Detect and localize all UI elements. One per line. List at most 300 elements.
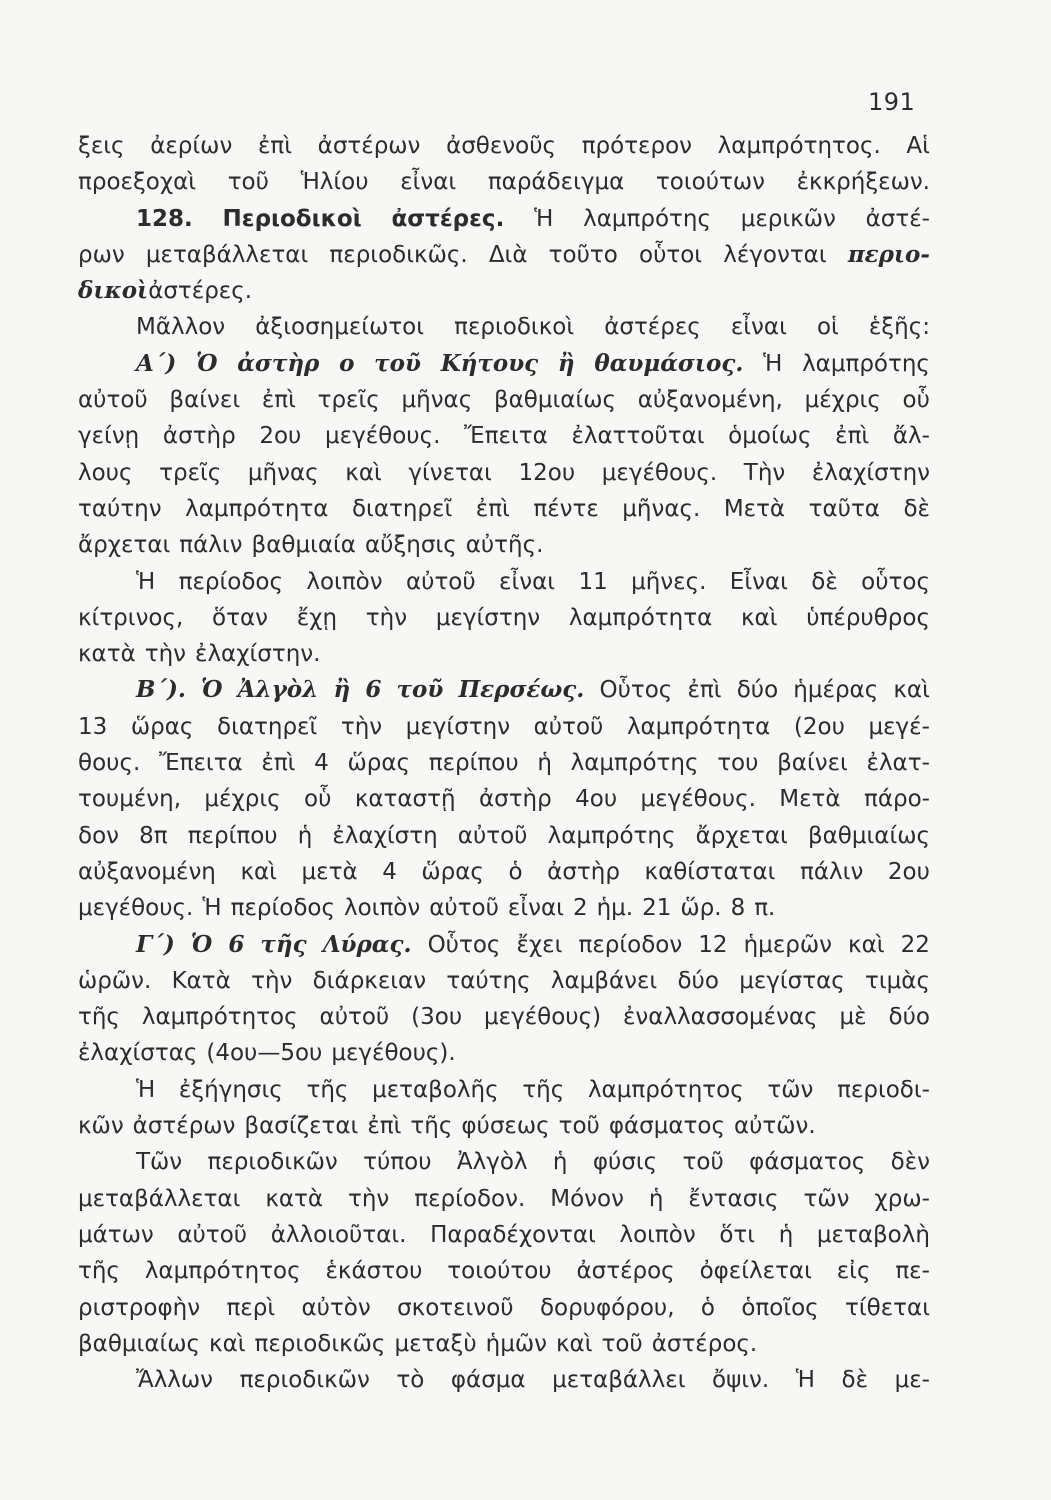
word: ταύτης (446, 967, 531, 994)
word: ἐπὶ (257, 133, 293, 159)
word: ἀστὴρ (162, 423, 236, 450)
word: ἡμερῶν (743, 931, 832, 958)
word: ἐπὶ (835, 423, 870, 450)
word: μῆνες. (631, 568, 707, 595)
word: σκοτεινοῦ (397, 1294, 514, 1321)
word: ἄρχεται (78, 532, 171, 559)
word: ὁμοίως (728, 423, 812, 450)
text-line (78, 1326, 930, 1362)
word: κίτρινος, (78, 604, 184, 631)
word: τὴν (340, 713, 383, 740)
word: πέντε (533, 495, 599, 522)
word: Οὗτος (427, 931, 501, 958)
word: μεγέθους) (484, 1004, 602, 1031)
word: ἡ (552, 1149, 568, 1176)
word: τὴν (365, 604, 408, 631)
word: ἄλ- (892, 423, 930, 450)
word: (2ου (793, 713, 845, 740)
text-line (78, 237, 930, 273)
word: μῆνας (401, 387, 473, 414)
word: εἶναι (730, 314, 787, 341)
word: καθίσταται (644, 858, 776, 885)
word: 2ου (259, 423, 302, 450)
word: αὐτοῦ (429, 895, 499, 922)
word: λαμπρότητος (144, 1258, 301, 1285)
word: ἡ (537, 750, 552, 777)
text-line (78, 1108, 930, 1144)
word: ἀσθενοῦς (446, 133, 557, 159)
word: φάσμα (450, 1367, 526, 1394)
word: τοῦ (227, 169, 269, 196)
word: λαμπρότης (547, 822, 676, 849)
word: μεταξὺ (394, 1330, 477, 1357)
word: εἶναι (499, 568, 556, 595)
word: Κατὰ (171, 967, 231, 994)
word: Εἶναι (729, 568, 788, 595)
word: ὁ (508, 858, 523, 885)
emphasized-word: περιο- (847, 240, 930, 268)
word: 21 (642, 895, 672, 922)
word: ὄψιν. (712, 1367, 770, 1394)
word: τιμὰς (865, 967, 930, 994)
word: αὐτοῦ (78, 387, 148, 414)
emphasized-word: τῆς (260, 930, 307, 958)
word: λαμπρότητος. (717, 133, 881, 159)
text-line (78, 781, 930, 817)
word: θους. (78, 750, 141, 777)
word: Ἡ (136, 568, 156, 595)
word: λαμβάνει (550, 967, 658, 994)
word: περίοδος (230, 895, 335, 922)
emphasized-word: Λύρας. (322, 930, 412, 958)
word: ἀστέρες (604, 314, 701, 341)
word: ἐλαχίστη (332, 822, 438, 849)
word: Ἔπειτα (464, 423, 548, 450)
word: ἀστέρος. (651, 1330, 758, 1357)
word: 11 (578, 568, 608, 595)
word: ἀστέρων (317, 133, 421, 159)
emphasized-word: Ἀλγὸλ (237, 676, 319, 704)
word: ἡμῶν (485, 1330, 547, 1357)
text-line (78, 455, 930, 491)
word: δορυφόρου, (539, 1294, 675, 1321)
word: λους (78, 459, 133, 486)
text-line (78, 346, 930, 382)
word: καταστῇ (354, 786, 456, 813)
word: ἐπὶ (261, 750, 296, 777)
word: παράδειγμα (487, 169, 625, 196)
word: ὅταν (212, 604, 268, 631)
word: περίοδον. (414, 1185, 526, 1212)
word: ὥρας (130, 713, 194, 740)
word: ξεις (78, 133, 125, 159)
word: βαθμιαίως (493, 387, 616, 414)
word: ὅτι (719, 1221, 756, 1248)
emphasized-word: 128. (136, 205, 193, 232)
emphasized-word: Β΄). (136, 676, 186, 704)
word: ἐλαττοῦται (571, 423, 705, 450)
word: φύσεως (461, 1113, 550, 1140)
word: ἐπὶ (367, 1113, 402, 1140)
word: με- (894, 1367, 930, 1394)
word: μεταβάλλει (552, 1367, 686, 1394)
word: Μᾶλλον (136, 314, 226, 341)
word: Ἔπειτα (158, 750, 243, 777)
text-line (78, 927, 930, 963)
word: μεγίστην (435, 604, 541, 631)
word: εἶναι (507, 895, 564, 922)
word: μῆνας. (622, 495, 701, 522)
word: αὐτοῦ (177, 1221, 248, 1248)
word: περιοδικῶν (207, 1149, 338, 1176)
word: 2ου (887, 858, 930, 885)
text-line (78, 309, 930, 345)
word: τῶν (767, 1076, 814, 1103)
text-line (78, 1035, 930, 1071)
word: ἐλατ- (866, 750, 930, 777)
word: αὐτὸν (301, 1294, 371, 1321)
word: δὲ (903, 495, 930, 522)
word: μεγέ- (868, 713, 930, 740)
word: οὗ (304, 786, 332, 813)
word: φάσματος (749, 1149, 866, 1176)
word: τὴν (144, 641, 187, 668)
word: λαμπρότης (583, 205, 711, 232)
word: τοιούτων (655, 169, 765, 196)
word: 13 (78, 713, 108, 740)
word: τοῦ (558, 1113, 600, 1140)
word: τὴν (251, 967, 293, 994)
word: ἀστέρες. (148, 278, 253, 305)
word: 4 (314, 750, 329, 777)
word: 8 (730, 895, 746, 922)
emphasized-word: Περιοδικοὶ (222, 205, 362, 232)
word: δύο (677, 967, 719, 994)
word: ἔντασις (688, 1185, 779, 1212)
emphasized-word: Περσέως. (458, 676, 585, 704)
word: καὶ (740, 604, 778, 631)
word: Μετὰ (779, 786, 841, 813)
word: ἀστέρων (132, 1113, 236, 1140)
text-line (78, 1072, 930, 1108)
word: φύσις (592, 1149, 658, 1176)
word: μεγίστας (739, 967, 845, 994)
word: μερικῶν (740, 205, 836, 232)
word: ἡμέρας (793, 677, 879, 704)
word: λαμπρότης (802, 350, 930, 377)
word: μεταβολῆς (372, 1076, 499, 1103)
page-number: 191 (868, 88, 916, 116)
word: τρεῖς (159, 459, 222, 486)
word: περιοδικῶς. (329, 241, 468, 268)
emphasized-word: Κήτους (440, 349, 539, 377)
word: ἐξήγησις (178, 1076, 283, 1103)
word: (3ου (411, 1004, 463, 1031)
word: Τὴν (743, 459, 786, 486)
word: οἱ (816, 314, 839, 341)
word: φάσματος (608, 1113, 725, 1140)
word: λαμπρότης (570, 750, 699, 777)
word: τῆς (306, 1076, 349, 1103)
text-line (78, 1290, 930, 1326)
text-line (78, 999, 930, 1035)
word: καὶ (240, 858, 277, 885)
word: τουμένη, (78, 786, 182, 813)
emphasized-word: 6 (228, 930, 245, 958)
text-line (78, 564, 930, 600)
word: κατὰ (265, 1185, 324, 1212)
emphasized-word: δικοὶ (78, 277, 149, 305)
text-line (78, 818, 930, 854)
word: λαμπρότητα (626, 713, 771, 740)
text-line (78, 745, 930, 781)
word: αὐξανομένη, (637, 387, 783, 414)
emphasized-word: ἀστέρες. (391, 205, 505, 232)
word: οὗτοι (639, 241, 703, 268)
word: π. (754, 895, 776, 922)
text-line (78, 418, 930, 454)
word: βαθμιαίως (78, 1330, 201, 1357)
word: αὐτῶν. (733, 1113, 816, 1140)
word: ἡ (648, 1185, 664, 1212)
emphasized-word: Γ΄) (136, 930, 175, 958)
word: πρότερον (581, 133, 693, 159)
word: ὥρας (347, 750, 411, 777)
word: αὐτοῦ (319, 1004, 390, 1031)
word: αὐτῆς. (465, 532, 544, 559)
word: δὲν (890, 1149, 930, 1176)
word: ριστροφὴν (78, 1294, 201, 1321)
word: μεταβολὴ (816, 1221, 930, 1248)
word: μῆνας (247, 459, 319, 486)
text-line (78, 600, 930, 636)
word: μετὰ (301, 858, 358, 885)
word: ἑξῆς: (868, 314, 930, 341)
word: ἐκκρήξεων. (796, 169, 930, 196)
emphasized-word: τοῦ (374, 349, 421, 377)
text-line (78, 164, 930, 200)
word: περίπου (428, 750, 519, 777)
word: ἐλαχίστας (78, 1040, 198, 1067)
word: μεγέθους. (601, 459, 718, 486)
word: βαθμιαία (251, 532, 356, 559)
word: διατηρεῖ (351, 495, 453, 522)
word: ὑπέρυθρος (806, 604, 930, 631)
word: πάρο- (863, 786, 930, 813)
word: ὁ (700, 1294, 715, 1321)
word: ἀστέ- (865, 205, 930, 232)
word: αὐτοῦ (405, 568, 476, 595)
text-line (78, 672, 930, 708)
word: ταῦτα (808, 495, 880, 522)
word: Ἡ (534, 205, 554, 232)
text-line (78, 1144, 930, 1180)
word: βαθμιαίως (807, 822, 930, 849)
word: τίθεται (845, 1294, 930, 1321)
word: Ἡ (202, 895, 222, 922)
text-line (78, 890, 930, 926)
text-line (78, 636, 930, 672)
word: πάλιν (800, 858, 864, 885)
word: ὥρ. (680, 895, 722, 922)
word: Ἡλίου (300, 169, 369, 196)
word: τῆς (78, 1258, 120, 1285)
word: ἀστὴρ (547, 858, 620, 885)
word: 8π (139, 822, 168, 849)
word: λέγονται (723, 241, 827, 268)
word: διάρκειαν (312, 967, 427, 994)
word: Μετὰ (723, 495, 786, 522)
emphasized-word: θαυμάσιος. (594, 349, 744, 377)
word: ἔχει (516, 931, 563, 958)
word: ἀξιοσημείωτοι (255, 314, 425, 341)
word: ἡ (297, 822, 313, 849)
word: περὶ (226, 1294, 276, 1321)
word: μέχρις (204, 786, 281, 813)
word: πε- (895, 1258, 930, 1285)
word: προεξοχαὶ (78, 169, 197, 196)
word: δύο (888, 1004, 930, 1031)
word: Τῶν (136, 1149, 183, 1176)
word: τῆς (522, 1076, 565, 1103)
word: μεγέθους. (640, 786, 756, 813)
word: περίπου (187, 822, 278, 849)
word: καὶ (555, 1330, 593, 1357)
word: ὡρῶν. (78, 967, 152, 994)
text-line (78, 382, 930, 418)
word: καὶ (345, 459, 382, 486)
word: ἀερίων (150, 133, 233, 159)
word: τοῦ (601, 1330, 643, 1357)
word: ὁποῖος (741, 1294, 819, 1321)
emphasized-word: ἢ (333, 676, 351, 704)
word: τοῦτο (548, 241, 618, 268)
word: τὸ (396, 1367, 425, 1394)
emphasized-word: Α΄) (136, 349, 177, 377)
word: λαμπρότητα (185, 495, 329, 522)
word: ὥρας (421, 858, 484, 885)
word: 12ου (518, 459, 576, 486)
emphasized-word: ο (339, 349, 355, 377)
word: Ἀλγὸλ (456, 1149, 528, 1176)
word: κατὰ (78, 641, 136, 668)
word: βαίνει (169, 387, 241, 414)
word: Διὰ (488, 241, 528, 268)
word: λαμπρότητος (587, 1076, 744, 1103)
word: 22 (900, 931, 930, 958)
word: βαίνει (777, 750, 848, 777)
word: ἀστὴρ (478, 786, 552, 813)
word: αὐξανομένη (78, 858, 216, 885)
emphasized-word: Ὁ (190, 930, 213, 958)
word: τρεῖς (317, 387, 380, 414)
word: τὴν (348, 1185, 390, 1212)
word: περίοδον (578, 931, 683, 958)
text-line (78, 854, 930, 890)
word: αὐτοῦ (457, 822, 528, 849)
word: ἐλαχίστην (811, 459, 930, 486)
word: ἐλαχίστην. (195, 641, 321, 668)
word: μεγίστην (405, 713, 511, 740)
word: εἰς (836, 1258, 871, 1285)
word: ἑκάστου (325, 1258, 423, 1285)
word: Παραδέχονται (430, 1221, 596, 1248)
word: ἡ (778, 1221, 794, 1248)
emphasized-word: 6 (365, 676, 382, 704)
word: περίοδος (178, 568, 283, 595)
word: περιοδι- (837, 1076, 930, 1103)
word: ἐπὶ (687, 677, 722, 704)
word: Ἡ (795, 1367, 815, 1394)
word: οὗτος (861, 568, 930, 595)
word: καὶ (209, 1330, 246, 1357)
word: 12 (698, 931, 728, 958)
word: εἶναι (400, 169, 457, 196)
word: οὗ (902, 387, 930, 414)
word: χρω- (874, 1185, 930, 1212)
word: 4ου (575, 786, 618, 813)
word: ἀλλοιοῦται. (270, 1221, 407, 1248)
word: ἐπὶ (475, 495, 510, 522)
word: Μόνον (550, 1185, 624, 1212)
emphasized-word: Ὁ (201, 676, 223, 704)
text-line (78, 1362, 930, 1398)
text-line (78, 128, 930, 164)
emphasized-word: ἀστὴρ (237, 349, 320, 377)
word: 4 (382, 858, 397, 885)
body-text (78, 128, 930, 1398)
word: αὐτοῦ (533, 713, 604, 740)
text-line (78, 1253, 930, 1289)
word: μέχρις (804, 387, 881, 414)
text-line (78, 709, 930, 745)
word: κῶν (78, 1113, 124, 1140)
word: ρων (78, 241, 125, 268)
text-line (78, 1181, 930, 1217)
text-line (78, 491, 930, 527)
word: ἐναλλασσομένας (623, 1004, 818, 1031)
word: τῆς (410, 1113, 453, 1140)
word: μάτων (78, 1221, 154, 1248)
word: μεταβάλλεται (145, 241, 309, 268)
word: τῆς (78, 1004, 120, 1031)
emphasized-word: ἢ (557, 349, 575, 377)
word: γείνῃ (78, 423, 140, 450)
word: Ἄλλων (136, 1367, 214, 1394)
text-line (78, 1217, 930, 1253)
word: δύο (736, 677, 779, 704)
word: δον (78, 822, 119, 849)
word: Ἡ (763, 350, 783, 377)
word: μεγέθους. (325, 423, 441, 450)
word: του (717, 750, 759, 777)
word: γίνεται (408, 459, 492, 486)
word: αὔξησις (364, 532, 457, 559)
word: τοιούτου (447, 1258, 552, 1285)
word: Αἱ (906, 133, 930, 159)
word: τοῦ (682, 1149, 724, 1176)
word: λαμπρότητα (568, 604, 713, 631)
word: περιοδικῶς (254, 1330, 386, 1357)
word: ὀφείλεται (699, 1258, 812, 1285)
word: περιοδικῶν (239, 1367, 370, 1394)
word: δὲ (811, 568, 838, 595)
word: 2 (572, 895, 588, 922)
word: ταύτην (78, 495, 162, 522)
word: ἐπὶ (261, 387, 296, 414)
word: λοιπὸν (343, 895, 421, 922)
word: λοιπὸν (619, 1221, 696, 1248)
